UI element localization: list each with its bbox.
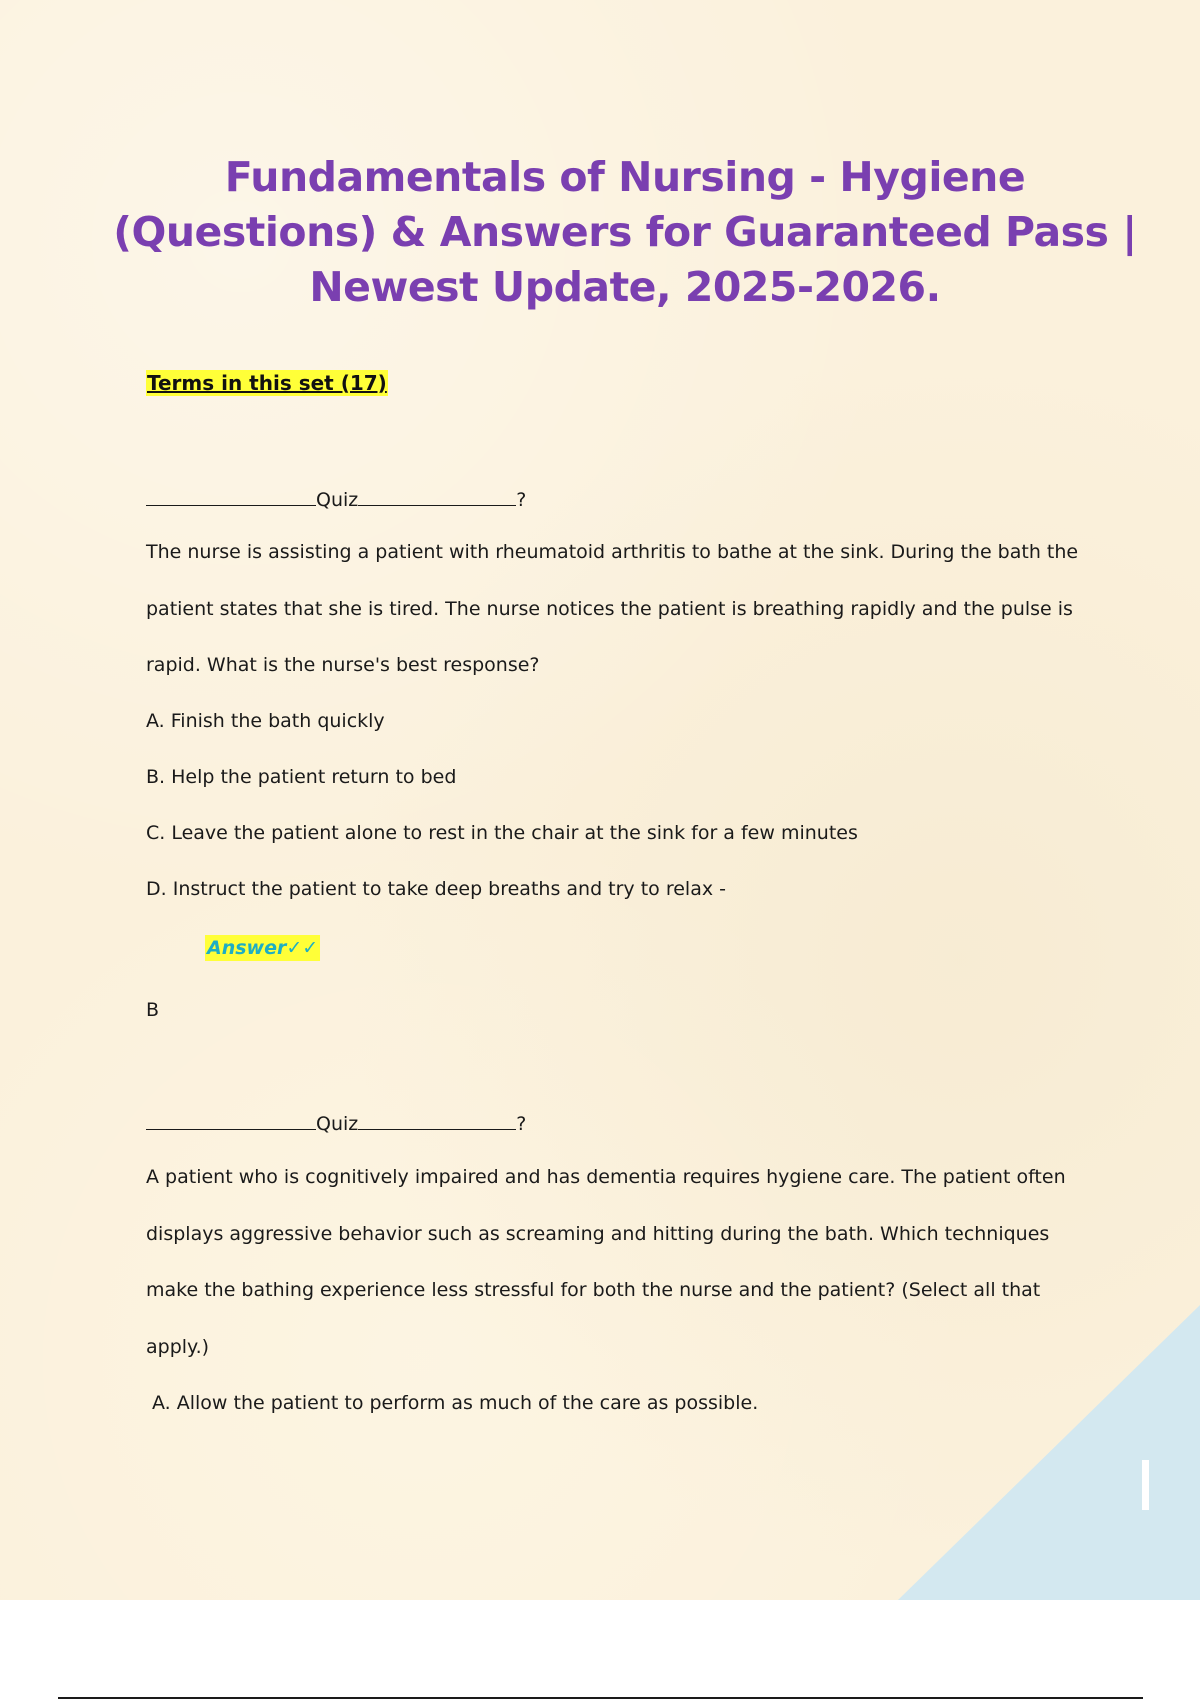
answer-option: B. Help the patient return to bed bbox=[146, 766, 457, 788]
blank-line bbox=[146, 485, 316, 506]
answer-option: A. Finish the bath quickly bbox=[146, 710, 385, 732]
document-title: Fundamentals of Nursing - Hygiene (Questions) & Answers for Guaranteed Pass | Newest Update, 2025-2026. bbox=[113, 153, 1137, 311]
quiz-word: Quiz bbox=[316, 1113, 359, 1135]
question-mark: ? bbox=[516, 1113, 527, 1135]
blank-line bbox=[358, 485, 516, 506]
question-stem: A patient who is cognitively impaired and has dementia requires hygiene care. The patient often displays aggressive behavior such as screaming and hitting during the bath. Which techniques make the bathing experience less stressful for both the nurse and the patient? (Select all that apply.) bbox=[146, 1166, 1066, 1358]
answer-value: B bbox=[146, 999, 160, 1021]
footer-rule bbox=[58, 1697, 1143, 1699]
quiz-header bbox=[146, 485, 526, 513]
answer-option: A. Allow the patient to perform as much of the care as possible. bbox=[152, 1392, 759, 1414]
terms-count-label: Terms in this set (17) bbox=[147, 371, 387, 395]
quiz-word: Quiz bbox=[316, 489, 359, 511]
corner-mark bbox=[1142, 1460, 1149, 1510]
quiz-header bbox=[146, 1109, 526, 1137]
blank-line bbox=[146, 1109, 316, 1130]
answer-label: Answer✓✓ bbox=[207, 937, 319, 959]
question-mark: ? bbox=[516, 489, 527, 511]
blank-line bbox=[358, 1109, 516, 1130]
question-stem: The nurse is assisting a patient with rheumatoid arthritis to bathe at the sink. During the bath the patient states that she is tired. The nurse notices the patient is breathing rapidly and the pulse is rapid. What is the nurse's best response? bbox=[146, 541, 1079, 676]
answer-option: D. Instruct the patient to take deep breaths and try to relax - bbox=[146, 878, 726, 900]
answer-option: C. Leave the patient alone to rest in the chair at the sink for a few minutes bbox=[146, 822, 858, 844]
